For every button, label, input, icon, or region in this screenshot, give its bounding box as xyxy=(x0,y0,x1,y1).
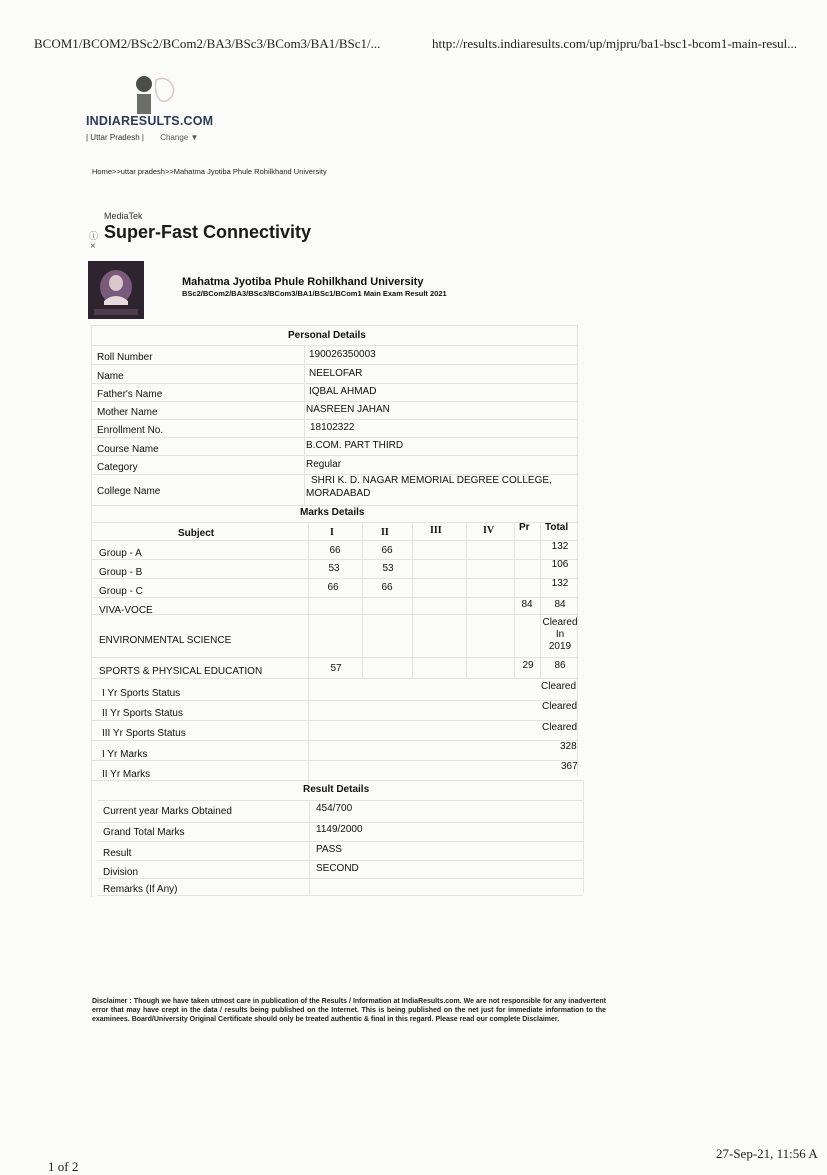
print-header-title: BCOM1/BCOM2/BSc2/BCom2/BA3/BSc3/BCom3/BA1/BSc1/... xyxy=(34,36,381,51)
col-ii: II xyxy=(381,527,389,538)
row-line xyxy=(91,700,577,701)
sports-i: 57 xyxy=(330,663,342,674)
row-line xyxy=(91,455,577,456)
row-line xyxy=(91,419,577,420)
row-line xyxy=(91,559,577,560)
row-line xyxy=(97,895,583,896)
subject-sports: SPORTS & PHYSICAL EDUCATION xyxy=(99,666,263,677)
enrollment-label: Enrollment No. xyxy=(97,425,164,436)
subject-group-a: Group - A xyxy=(99,548,142,559)
row-line xyxy=(91,720,577,721)
personal-details-heading: Personal Details xyxy=(288,330,366,341)
university-emblem xyxy=(88,261,144,319)
col-pr: Pr xyxy=(519,522,530,533)
row-line xyxy=(91,437,577,438)
category-label: Category xyxy=(97,462,138,473)
subject-viva-voce: VIVA-VOCE xyxy=(99,605,153,616)
marks-divider-3 xyxy=(466,522,467,678)
subject-group-c: Group - C xyxy=(99,586,143,597)
col-iii: III xyxy=(430,525,442,536)
roll-number-value: 190026350003 xyxy=(309,349,376,360)
result-label: Result xyxy=(103,848,132,859)
col-i: I xyxy=(330,527,334,538)
row-line xyxy=(91,401,577,402)
marks-details-heading: Marks Details xyxy=(300,507,365,518)
ad-headline[interactable]: Super-Fast Connectivity xyxy=(104,222,312,242)
row-line xyxy=(91,678,577,679)
group-b-i: 53 xyxy=(328,563,340,574)
row-line xyxy=(91,760,577,761)
table-border-right-result xyxy=(583,780,584,892)
row-line xyxy=(91,657,577,658)
table-border-right xyxy=(577,325,578,775)
print-header-url: http://results.indiaresults.com/up/mjpru/ba1-bsc1-bcom1-main-resul... xyxy=(432,36,798,51)
yr3-sports-status-label: III Yr Sports Status xyxy=(102,728,186,739)
name-label: Name xyxy=(97,371,124,382)
col-total: Total xyxy=(545,522,569,533)
marks-divider-subject xyxy=(308,522,309,784)
yr1-marks-value: 328 xyxy=(560,741,577,752)
yr1-marks-label: I Yr Marks xyxy=(102,749,148,760)
row-line xyxy=(91,740,577,741)
mother-name-label: Mother Name xyxy=(97,407,158,418)
yr2-marks-value: 367 xyxy=(561,761,578,772)
college-city-value: MORADABAD xyxy=(306,488,371,499)
marks-divider-4 xyxy=(514,522,515,678)
row-line xyxy=(91,540,577,541)
col-subject: Subject xyxy=(178,528,215,539)
marks-divider-5 xyxy=(540,522,541,678)
viva-pr: 84 xyxy=(521,599,533,610)
row-line xyxy=(91,505,577,506)
course-name-value: B.COM. PART THIRD xyxy=(306,440,404,451)
row-line xyxy=(91,325,577,326)
row-line xyxy=(91,383,577,384)
breadcrumb[interactable]: Home>>uttar pradesh>>Mahatma Jyotiba Phule Rohilkhand University xyxy=(92,167,327,176)
remarks-label: Remarks (If Any) xyxy=(103,884,178,895)
enrollment-value: 18102322 xyxy=(310,422,355,433)
category-value: Regular xyxy=(306,459,342,470)
row-line xyxy=(97,822,583,823)
result-details-heading: Result Details xyxy=(303,784,370,795)
logo-wordmark: INDIARESULTS.COM xyxy=(86,114,214,128)
subject-group-b: Group - B xyxy=(99,567,143,578)
ad-info-icon[interactable]: ⓘ xyxy=(89,231,99,241)
group-c-ii: 66 xyxy=(381,582,393,593)
env-total-line3: 2019 xyxy=(548,641,572,652)
result-divider xyxy=(309,800,310,895)
sports-pr: 29 xyxy=(522,660,534,671)
father-name-label: Father's Name xyxy=(97,389,163,400)
mother-name-value: NASREEN JAHAN xyxy=(306,404,390,415)
row-line xyxy=(91,597,577,598)
group-c-total: 132 xyxy=(551,578,569,589)
row-line xyxy=(91,578,577,579)
row-line xyxy=(91,345,577,346)
table-border-left xyxy=(91,325,92,897)
yr2-sports-status-value: Cleared xyxy=(542,701,578,712)
college-name-label: College Name xyxy=(97,486,161,497)
group-a-i: 66 xyxy=(329,545,341,556)
ad-brand[interactable]: MediaTek xyxy=(104,211,143,221)
print-timestamp: 27-Sep-21, 11:56 A xyxy=(716,1146,818,1161)
college-name-value: SHRI K. D. NAGAR MEMORIAL DEGREE COLLEGE, xyxy=(311,475,552,486)
viva-total: 84 xyxy=(554,599,566,610)
yr1-sports-status-value: Cleared xyxy=(541,681,577,692)
university-emblem-icon xyxy=(88,261,144,319)
sports-total: 86 xyxy=(554,660,566,671)
name-value: NEELOFAR xyxy=(309,368,363,379)
region-label: | Uttar Pradesh | xyxy=(86,133,144,142)
subject-environmental-science: ENVIRONMENTAL SCIENCE xyxy=(99,635,232,646)
row-line xyxy=(97,800,583,801)
group-b-total: 106 xyxy=(551,559,569,570)
personal-divider xyxy=(304,345,305,505)
yr1-sports-status-label: I Yr Sports Status xyxy=(102,688,181,699)
current-marks-value: 454/700 xyxy=(316,803,353,814)
current-marks-label: Current year Marks Obtained xyxy=(103,806,232,817)
marks-divider-1 xyxy=(362,522,363,678)
change-region-link[interactable]: Change ▼ xyxy=(160,133,199,142)
logo-emblem-icon xyxy=(134,74,178,116)
col-iv: IV xyxy=(483,525,495,536)
yr3-sports-status-value: Cleared xyxy=(542,722,578,733)
disclaimer: Disclaimer : Though we have taken utmost care in publication of the Results / Information at IndiaResults.com. We are not responsible for any inadvertent error that may have crept in the data / results being published on the Internet. This is being published on the net just for immediate information to the examinees. Board/University Original Certificate should only be treated authentic & final in this regard. Please read our complete Disclaimer. xyxy=(92,998,606,1023)
group-a-total: 132 xyxy=(551,541,569,552)
region-selector[interactable] xyxy=(86,133,198,142)
ad-close-icon[interactable]: × xyxy=(90,241,96,252)
env-total-line1: Cleared xyxy=(542,617,578,628)
grand-total-value: 1149/2000 xyxy=(316,824,363,835)
roll-number-label: Roll Number xyxy=(97,352,153,363)
result-value: PASS xyxy=(316,844,342,855)
yr2-marks-label: II Yr Marks xyxy=(102,769,151,780)
marks-divider-2 xyxy=(412,522,413,678)
yr2-sports-status-label: II Yr Sports Status xyxy=(102,708,183,719)
site-logo[interactable] xyxy=(86,74,226,146)
row-line xyxy=(97,860,583,861)
row-line xyxy=(91,364,577,365)
group-c-i: 66 xyxy=(327,582,339,593)
row-line xyxy=(97,878,583,879)
row-line xyxy=(97,841,583,842)
father-name-value: IQBAL AHMAD xyxy=(309,386,377,397)
row-line xyxy=(91,780,583,781)
grand-total-label: Grand Total Marks xyxy=(103,827,185,838)
group-b-ii: 53 xyxy=(382,563,394,574)
division-label: Division xyxy=(103,867,139,878)
exam-title: BSc2/BCom2/BA3/BSc3/BCom3/BA1/BSc1/BCom1 Main Exam Result 2021 xyxy=(182,289,447,298)
print-page-number: 1 of 2 xyxy=(48,1159,79,1174)
row-line xyxy=(91,614,577,615)
division-value: SECOND xyxy=(316,863,359,874)
course-name-label: Course Name xyxy=(97,444,159,455)
row-line xyxy=(91,522,577,523)
env-total-line2: In xyxy=(555,629,565,640)
group-a-ii: 66 xyxy=(381,545,393,556)
university-name: Mahatma Jyotiba Phule Rohilkhand University xyxy=(182,276,424,288)
